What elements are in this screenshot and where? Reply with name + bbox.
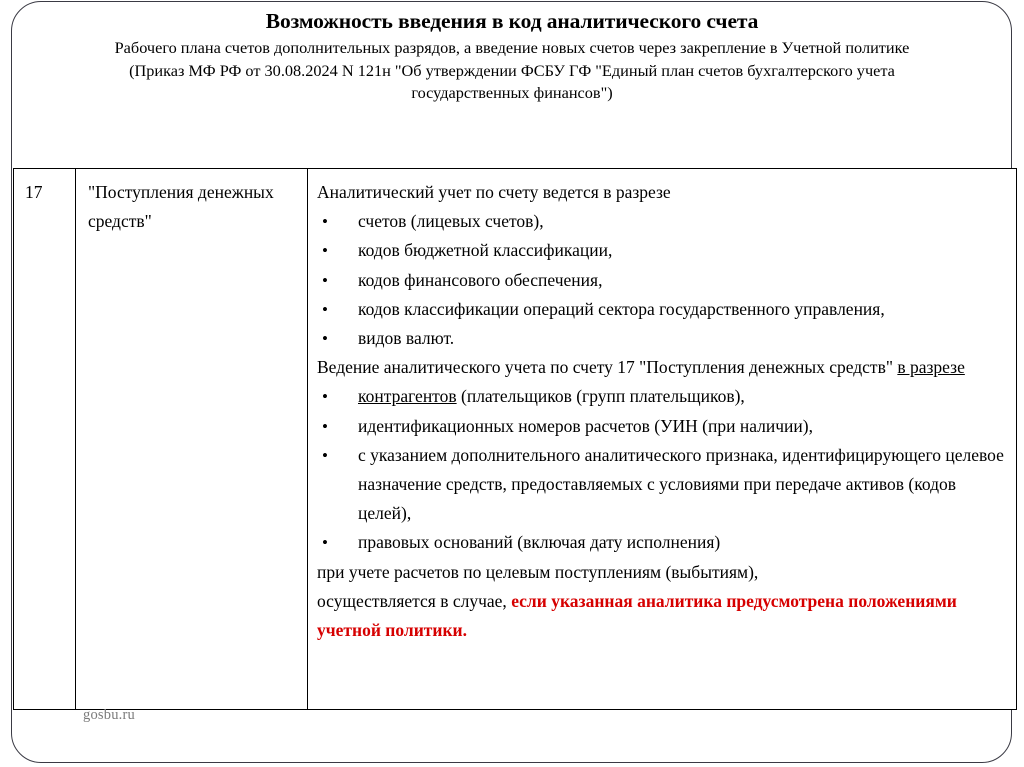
- closing-line-1: при учете расчетов по целевым поступлениям (выбытиям),: [317, 561, 759, 582]
- subtitle-line-3: государственных финансов"): [411, 83, 613, 103]
- closing-black-text: осуществляется в случае,: [317, 590, 512, 611]
- table-cell-account-description: [308, 169, 1017, 710]
- list-item: [317, 266, 1010, 295]
- second-paragraph-plain: Ведение аналитического учета по счету 17 "Поступления денежных средств": [317, 357, 898, 378]
- list-item-label: видов валют.: [358, 328, 455, 349]
- page-title: Возможность введения в код аналитического счета: [265, 9, 759, 33]
- list-item-underlined-term: контрагентов: [358, 386, 457, 407]
- list-item-label: (плательщиков (групп плательщиков),: [456, 386, 745, 407]
- intro-paragraph: Аналитический учет по счету ведется в разрезе: [317, 182, 671, 202]
- closing-red-emphasis: если указанная аналитика предусмотрена положениями учетной политики.: [317, 590, 957, 641]
- list-item-label: счетов (лицевых счетов),: [358, 211, 544, 232]
- list-item: [317, 236, 1010, 265]
- second-paragraph: [317, 353, 1010, 382]
- list-item: [317, 295, 1010, 324]
- slide-subtitle: [28, 37, 996, 105]
- list-item-label: правовых оснований (включая дату исполнения): [358, 532, 721, 553]
- list-item-label: с указанием дополнительного аналитического признака, идентифицирующего целевое назначение средств, предоставляемых с условиями при передаче активов (кодов целей),: [358, 444, 1004, 524]
- list-item-label: кодов бюджетной классификации,: [358, 240, 613, 261]
- account-number-value: 17: [25, 182, 43, 202]
- analytics-bullet-list-secondary: [317, 382, 1010, 557]
- list-item: [317, 324, 1010, 353]
- list-item: [317, 412, 1010, 441]
- account-table: [13, 168, 1017, 710]
- list-item: [317, 207, 1010, 236]
- table-cell-account-number: [14, 169, 76, 710]
- list-item: [317, 441, 1010, 529]
- subtitle-line-1: Рабочего плана счетов дополнительных разрядов, а введение новых счетов через закрепление в Учетной политике: [114, 38, 910, 57]
- slide-header: [28, 8, 996, 105]
- list-item: [317, 528, 1010, 557]
- subtitle-line-2: (Приказ МФ РФ от 30.08.2024 N 121н "Об утверждении ФСБУ ГФ "Единый план счетов бухгалтерского учета: [129, 60, 895, 80]
- table-row: [14, 169, 1017, 710]
- analytics-bullet-list-primary: [317, 207, 1010, 353]
- account-name-value: "Поступления денежных средств": [88, 182, 274, 231]
- description-content: [308, 169, 1016, 709]
- table-cell-account-name: [76, 169, 308, 710]
- closing-line-2: [317, 587, 1010, 645]
- list-item-label: кодов классификации операций сектора государственного управления,: [358, 298, 885, 319]
- list-item: [317, 382, 1010, 411]
- second-paragraph-underlined: в разрезе: [897, 357, 965, 378]
- list-item-label: кодов финансового обеспечения,: [358, 269, 603, 290]
- list-item-label: идентификационных номеров расчетов (УИН (при наличии),: [358, 415, 813, 436]
- source-watermark: gosbu.ru: [83, 707, 135, 723]
